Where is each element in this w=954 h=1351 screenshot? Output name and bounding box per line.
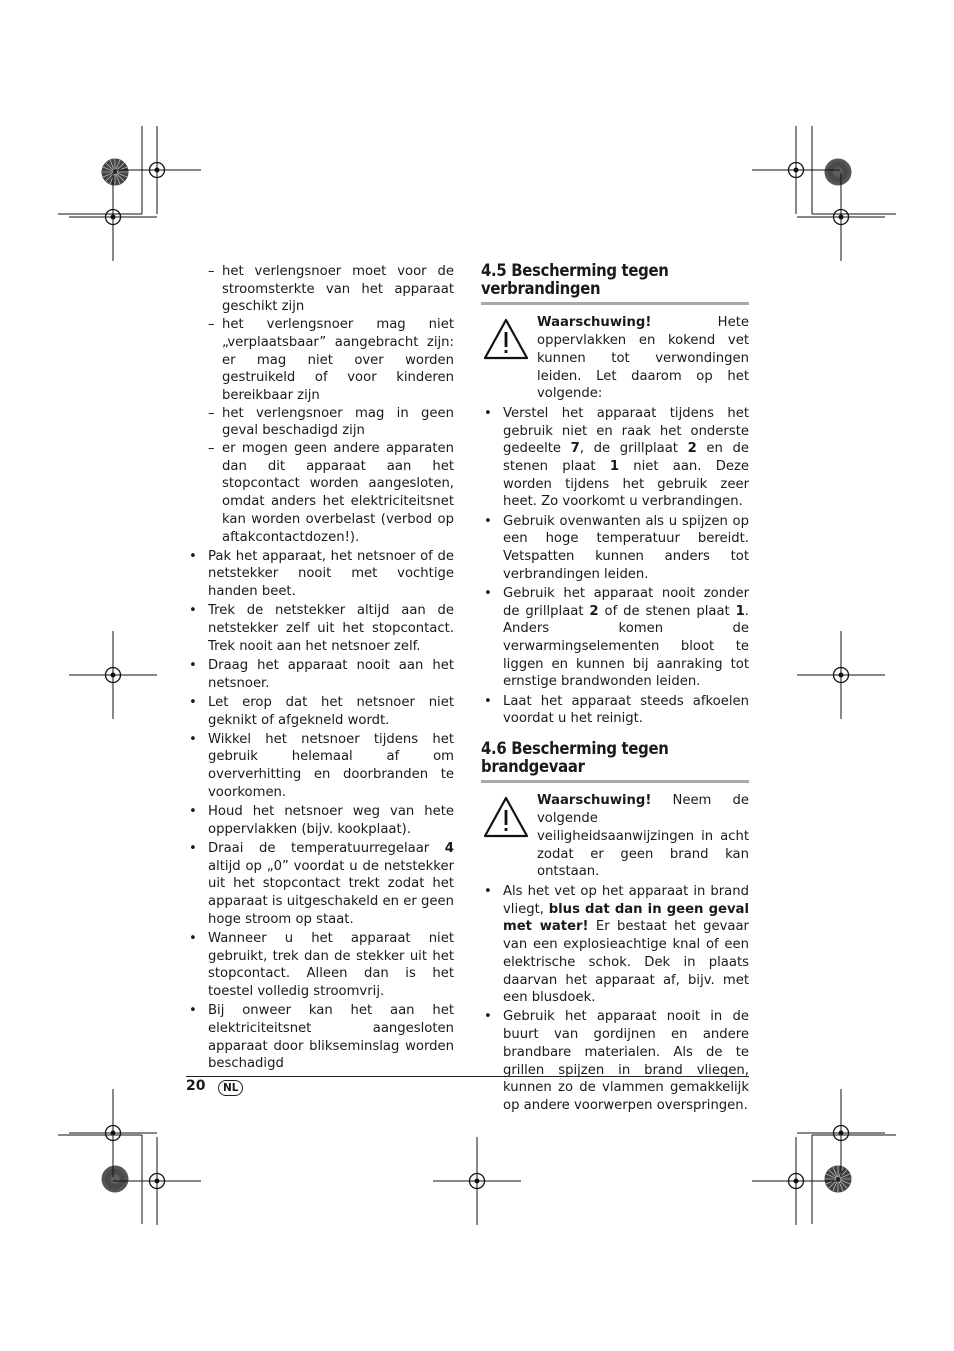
warning-text: Hete oppervlakken en kokend vet kunnen tot verwondingen leiden. Let daarom op het volgende: <box>537 315 749 402</box>
list-item: • Houd het netsnoer weg van hete oppervlakken (bijv. kookplaat). <box>186 803 454 838</box>
list-item: – het verlengsnoer moet voor de stroomsterkte van het apparaat geschikt zijn <box>186 263 454 316</box>
list-item <box>481 585 749 691</box>
list-item: • Let erop dat het netsnoer niet geknikt of afgekneld wordt. <box>186 694 454 729</box>
text: en de stenen plaat <box>503 441 750 475</box>
registration-mark-3 <box>69 173 157 261</box>
color-target-br <box>825 1166 852 1193</box>
list-item <box>481 405 749 511</box>
list-item: • Gebruik ovenwanten als u spijzen op een hoge temperatuur bereidt. Vetspatten kunnen anders tot verbrandingen leiden. <box>481 513 749 584</box>
registration-mark-9 <box>113 1137 201 1225</box>
text: , de grillplaat <box>579 441 678 457</box>
list-item: • Gebruik het apparaat nooit in de buurt van gordijnen en andere brandbare materialen. Als de te grillen spijzen in brand vliegen, kunnen zo de vlammen gemakkelijk op andere voorwerpen overspringen. <box>481 1008 749 1114</box>
list-item: • Bij onweer kan het aan het elektriciteitsnet aangesloten apparaat door blikseminslag worden beschadigd <box>186 1002 454 1073</box>
warning-label: Waarschuwing! <box>537 315 652 331</box>
warning-box <box>481 314 749 403</box>
list-item: • Pak het apparaat, het netsnoer of de netstekker nooit met vochtige handen beet. <box>186 548 454 601</box>
section-heading-4-6: 4.6 Bescherming tegen brandgevaar <box>481 739 669 776</box>
crop-line-bl <box>58 1135 142 1224</box>
list-item: • Wikkel het netsnoer tijdens het gebruik helemaal af om oververhitting en doorbranden te voorkomen. <box>186 731 454 802</box>
registration-mark-8 <box>797 1089 885 1177</box>
registration-mark-10 <box>433 1137 521 1225</box>
list-item: – er mogen geen andere apparaten dan dit apparaat aan het stopcontact worden aangesloten, omdat anders het elektriciteitsnet kan worden overbelast (verbod op aftakcontactdozen!). <box>186 440 454 546</box>
warning-triangle-icon <box>483 318 529 360</box>
page-number: 20 <box>186 1078 206 1094</box>
heading-rule <box>481 302 749 305</box>
left-column <box>186 263 454 1073</box>
warning-label: Waarschuwing! <box>537 793 652 809</box>
part-number: 7 <box>570 441 580 457</box>
footer-rule <box>186 1076 749 1077</box>
color-target-bl <box>102 1166 129 1193</box>
list-item: • Trek de netstekker altijd aan de netstekker zelf uit het stopcontact. Trek nooit aan het netsnoer zelf. <box>186 602 454 655</box>
text: Verstel het apparaat tijdens het gebruik niet en raak het onderste gedeelte <box>503 405 749 457</box>
list-item: – het verlengsnoer mag in geen geval beschadigd zijn <box>186 405 454 440</box>
language-badge: NL <box>218 1080 243 1096</box>
registration-mark-6 <box>797 631 885 719</box>
emphasis: blus dat dan in geen geval met water! <box>503 901 749 935</box>
registration-mark-5 <box>69 631 157 719</box>
list-item: • Laat het apparaat steeds afkoelen voordat u het reinigt. <box>481 693 749 728</box>
part-number: 1 <box>609 459 619 475</box>
registration-mark-7 <box>69 1089 157 1177</box>
warning-text: Neem de volgende veiligheidsaanwijzingen in acht zodat er geen brand kan ontstaan. <box>537 793 749 880</box>
list-item <box>186 840 454 929</box>
warning-triangle-icon <box>483 796 529 838</box>
list-item: • Draag het apparaat nooit aan het netsnoer. <box>186 657 454 692</box>
registration-mark-2 <box>752 126 840 214</box>
registration-mark-11 <box>752 1137 840 1225</box>
registration-mark-4 <box>797 173 885 261</box>
registration-mark-1 <box>113 126 201 214</box>
list-item: – het verlengsnoer mag niet „verplaatsbaar” aangebracht zijn: er mag niet over worden gestruikeld of voor kinderen bereikbaar zijn <box>186 316 454 405</box>
part-number: 2 <box>687 441 697 457</box>
text: altijd op „0” voordat u de netstekker uit het stopcontact trekt zodat het apparaat is uitgeschakeld en er geen hoge stroom op staat. <box>208 858 454 927</box>
text: niet aan. Deze worden tijdens het gebruik zeer heet. Zo voorkomt u verbrandingen. <box>503 459 749 510</box>
section-heading-4-5: 4.5 Bescherming tegen verbrandingen <box>481 261 669 298</box>
text: Er bestaat het gevaar van een explosieachtige knal of een elektrische schok. Dek in plaats daarvan het apparaat af, bijv. met een blusdoek. <box>503 919 749 1006</box>
part-number: 2 <box>589 603 599 619</box>
warning-box <box>481 792 749 881</box>
list-item: • Wanneer u het apparaat niet gebruikt, trek dan de stekker uit het stopcontact. Alleen dan is het toestel volledig stroomvrij. <box>186 930 454 1001</box>
heading-rule <box>481 780 749 783</box>
part-number: 1 <box>735 603 745 619</box>
text: . Anders komen de verwarmingselementen bloot te liggen en kunnen bij aanraking tot ernstige brandwonden leiden. <box>503 603 749 690</box>
list-item <box>481 883 749 1007</box>
color-target-tr <box>825 159 852 186</box>
part-number: 4 <box>444 841 454 856</box>
right-column <box>481 262 749 1115</box>
color-target-tl <box>102 159 129 186</box>
text: Gebruik het apparaat nooit zonder de grillplaat <box>503 585 749 619</box>
text: Draai de temperatuurregelaar <box>208 841 430 856</box>
text: of de stenen plaat <box>604 603 730 619</box>
text: Als het vet op het apparaat in brand vliegt, <box>503 884 749 917</box>
